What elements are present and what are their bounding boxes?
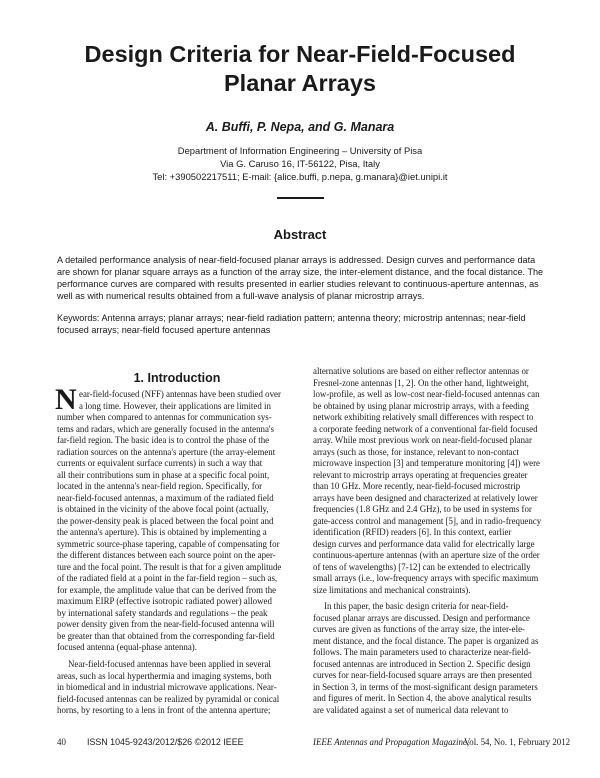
text-line: Fresnel-zone antennas [1, 2]. On the other hand, lightweight,	[313, 377, 529, 388]
text-line: arrays have been designed and characterized at relatively lower	[313, 492, 538, 503]
text-line: ment distance, and the focal distance. The paper is organized as	[313, 635, 539, 646]
text-line: relevant to microstrip arrays operating at frequencies greater	[313, 469, 528, 480]
abstract-line: A detailed performance analysis of near-field-focused planar arrays is addressed. Design curves and performance data	[57, 255, 536, 265]
text-line: number when compared to antennas for communication sys-	[57, 412, 272, 422]
text-line: a long time. However, their applications are limited in	[79, 400, 271, 411]
text-line: focused planar arrays are discussed. Design and performance	[313, 612, 530, 623]
text-line: continuous-aperture antennas (with an aperture size of the order	[313, 550, 540, 560]
text-line: for example, the amplitude value that can be derived from the	[57, 584, 277, 595]
text-line: tems and radars, which are generally focused in the antenna's	[57, 423, 274, 434]
abstract-line: are shown for planar square arrays as a function of the array size, the inter-element distance, and the focal distance. The	[57, 267, 544, 277]
abstract-line: well as with numerical results obtained from a full-wave analysis of planar microstrip arrays.	[57, 291, 425, 301]
text-line: in biomedical and in industrial microwave applications. Near-	[57, 682, 277, 692]
affiliation-contact: Tel: +390502217511; E-mail: {alice.buffi, p.nepa, g.manara}@iet.unipi.it	[152, 171, 448, 182]
text-line: radiation sources on the antenna's aperture (the array-element	[57, 446, 276, 457]
text-line: curves are given as functions of the array size, the inter-ele-	[313, 624, 525, 634]
text-line: are validated against a set of numerical data relevant to	[313, 704, 509, 715]
text-line: the different distances between each source point on the aper-	[57, 550, 276, 560]
text-line: horns, by resorting to a lens in front of the antenna aperture;	[57, 705, 271, 715]
keywords-line: Keywords: Antenna arrays; planar arrays; near-field radiation pattern; antenna theory; microstrip antennas; near-field	[57, 313, 526, 323]
text-line: In this paper, the basic design criteria for near-field-	[324, 601, 509, 611]
text-line: located in the antenna's near-field region. Specifically, for	[57, 481, 263, 491]
text-line: field-focused antennas can be realized by pyramidal or conical	[57, 693, 280, 704]
text-line: power density given from the near-field-focused antenna will	[57, 619, 275, 629]
text-line: of the radiated field at a point in the far-field region – such as,	[57, 573, 278, 583]
text-line: be greater than that obtained from the corresponding far-field	[57, 630, 275, 641]
abstract-line: performance curves are compared with results presented in earlier studies relevant to continuous-aperture antennas, as	[57, 279, 539, 289]
keywords-line: focused arrays; near-field focused aperture antennas	[57, 325, 271, 335]
text-line: currents or equivalent surface currents) in such a way that	[57, 458, 263, 468]
text-line: of tens of wavelengths) [7-12] can be extended to electrically	[313, 561, 531, 572]
section-heading: 1. Introduction	[133, 371, 221, 385]
text-line: low-profile, as well as low-cost near-field-focused antennas can	[313, 389, 540, 399]
drop-cap: N	[55, 383, 77, 416]
text-line: be obtained by using planar microstrip arrays, with a feeding	[313, 400, 529, 411]
text-line: all their contributions sum in phase at a specific focal point,	[57, 469, 270, 480]
text-line: in Section 3, in terms of the most-significant design parameters	[313, 681, 538, 692]
text-line: size limitations and mechanical constraints).	[313, 584, 471, 595]
text-line: focused antennas are introduced in Section 2. Specific design	[313, 658, 531, 669]
issn: ISSN 1045-9243/2012/$26 ©2012 IEEE	[87, 737, 244, 747]
text-line: a corporate feeding network of a conventional far-field focused	[313, 423, 538, 434]
text-line: follows. The main parameters used to characterize near-field-	[313, 647, 531, 657]
title-divider	[277, 197, 324, 199]
paper-title	[40, 40, 560, 98]
text-line: areas, such as local hyperthermia and imaging systems, both	[57, 670, 272, 681]
text-line: near-field-focused antennas, a maximum of the radiated field	[57, 492, 274, 503]
text-line: curves for near-field-focused square arrays are then presented	[313, 670, 532, 680]
text-line: gate-access control and management [5], and in radio-frequency	[313, 515, 542, 526]
text-line: maximum EIRP (effective isotropic radiated power) allowed	[57, 596, 272, 606]
text-line: network exhibiting relatively small differences with respect to	[313, 412, 534, 422]
text-line: the power-density peak is placed between the focal point and	[57, 515, 274, 526]
affiliation-department: Department of Information Engineering – University of Pisa	[177, 145, 423, 156]
text-line: symmetric source-phase tapering, capable of compensating for	[57, 538, 280, 549]
text-line: ture and the focal point. The result is that for a given amplitude	[57, 561, 282, 572]
text-line: the antenna's aperture). This is obtained by implementing a	[57, 527, 267, 537]
text-line: ear-field-focused (NFF) antennas have been studied over	[79, 389, 281, 399]
text-line: design curves and performance data valid for electrically large	[313, 538, 535, 549]
text-line: focused antenna (equal-phase antenna).	[57, 642, 197, 652]
text-line: identification (RFID) readers [6]. In this context, earlier	[313, 527, 512, 537]
volume-info: Vol. 54, No. 1, February 2012	[464, 737, 571, 747]
text-line: than 10 GHz. More recently, near-field-focused microstrip	[313, 481, 521, 491]
text-line: by international safety standards and regulations – the peak	[57, 607, 268, 618]
text-line: arrays (such as those, for instance, relevant to non-contact	[313, 446, 520, 457]
text-line: array. While most previous work on near-field-focused planar	[313, 435, 532, 445]
text-line: small arrays (i.e., low-frequency arrays with specific maximum	[313, 573, 539, 583]
title-line: Design Criteria for Near-Field-Focused	[84, 41, 516, 67]
text-line: frequencies (1.8 GHz and 2.4 GHz), to be used in systems for	[313, 504, 532, 514]
page-number: 40	[57, 737, 66, 747]
journal-name: IEEE Antennas and Propagation Magazine,	[313, 737, 470, 747]
text-line: alternative solutions are based on either reflector antennas or	[313, 366, 529, 376]
title-line: Planar Arrays	[224, 70, 376, 96]
authors: A. Buffi, P. Nepa, and G. Manara	[205, 120, 395, 134]
text-line: Near-field-focused antennas have been applied in several	[68, 659, 271, 669]
text-line: microwave inspection [3] and temperature monitoring [4]) were	[313, 458, 540, 468]
text-line: is obtained in the vicinity of the above focal point (actually,	[57, 504, 269, 514]
affiliation-address: Via G. Caruso 16, IT-56122, Pisa, Italy	[220, 158, 380, 169]
abstract-heading: Abstract	[273, 227, 327, 242]
text-line: far-field region. The basic idea is to control the phase of the	[57, 435, 270, 445]
text-line: and figures of merit. In Section 4, the above analytical results	[313, 693, 532, 703]
